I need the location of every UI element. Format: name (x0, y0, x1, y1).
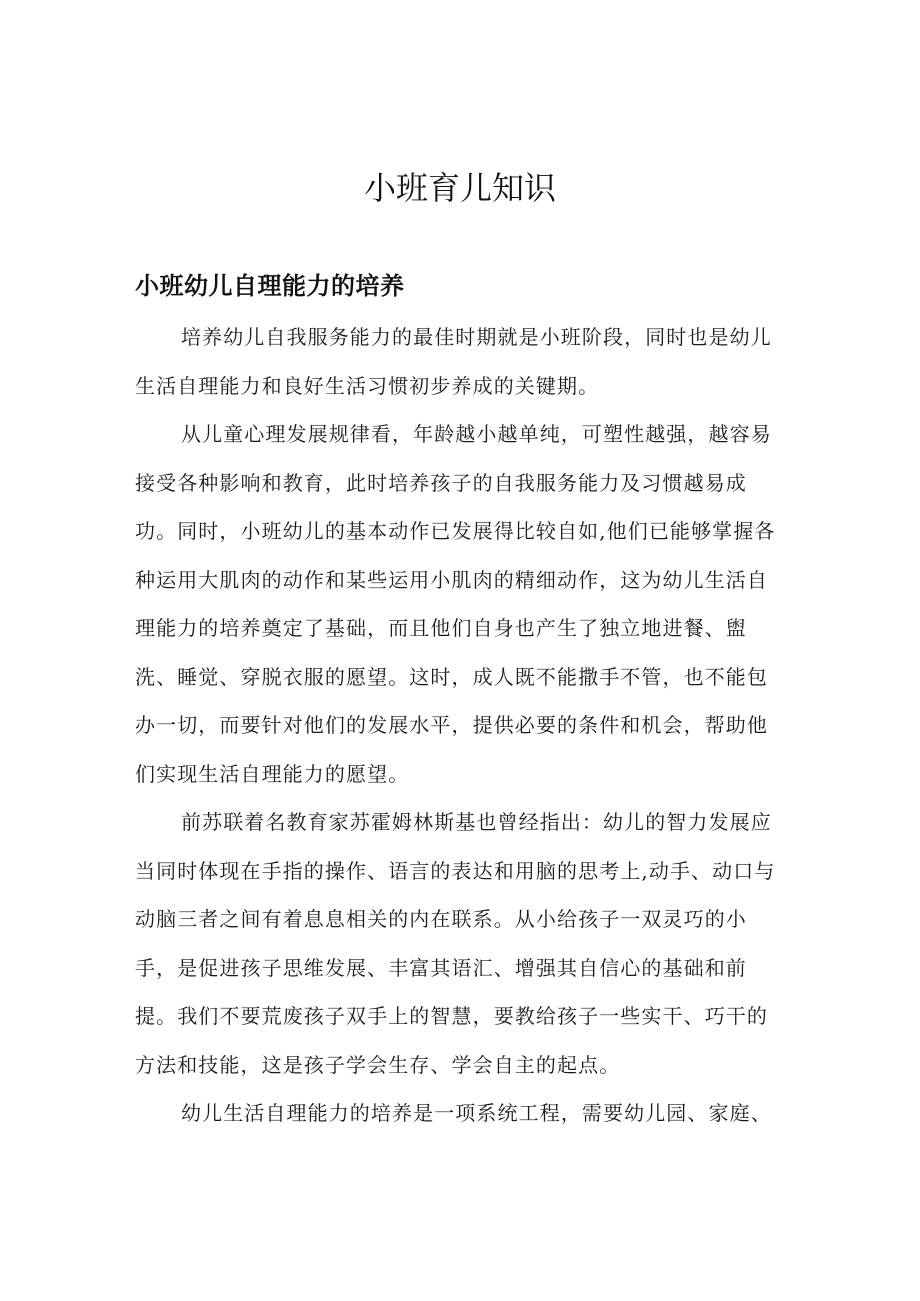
paragraph-line: 当同时体现在手指的操作、语言的表达和用脑的思考上,动手、动口与 (135, 858, 776, 883)
paragraph-line: 理能力的培养奠定了基础，而且他们自身也产生了独立地进餐、盥 (135, 616, 747, 640)
document-title: 小班育儿知识 (363, 169, 556, 207)
paragraph-line: 幼儿生活自理能力的培养是一项系统工程，需要幼儿园、家庭、 (181, 1101, 772, 1125)
paragraph-line: 方法和技能，这是孩子学会生存、学会自主的起点。 (135, 1052, 621, 1077)
paragraph-line: 洗、睡觉、穿脱衣服的愿望。这时，成人既不能撒手不管，也不能包 (135, 664, 768, 689)
body-text (135, 319, 790, 1144)
paragraph-line: 生活自理能力和良好生活习惯初步养成的关键期。 (135, 373, 600, 398)
paragraph-line: 前苏联着名教育家苏霍姆林斯基也曾经指出：幼儿的智力发展应 (181, 810, 772, 834)
paragraph-line: 手，是促进孩子思维发展、丰富其语汇、增强其自信心的基础和前 (135, 955, 747, 980)
paragraph-line: 们实现生活自理能力的愿望。 (135, 761, 410, 786)
paragraph-line: 从儿童心理发展规律看，年龄越小越单纯，可塑性越强，越容易 (181, 422, 772, 446)
paragraph-line: 动脑三者之间有着息息相关的内在联系。从小给孩子一双灵巧的小 (135, 907, 747, 931)
paragraph-line: 培养幼儿自我服务能力的最佳时期就是小班阶段，同时也是幼儿 (181, 325, 772, 349)
paragraph-line: 功。同时，小班幼儿的基本动作已发展得比较自如,他们已能够掌握各 (135, 519, 776, 543)
paragraph-line: 办一切，而要针对他们的发展水平，提供必要的条件和机会，帮助他 (135, 713, 768, 737)
paragraph-line: 提。我们不要荒废孩子双手上的智慧，要教给孩子一些实干、巧干的 (135, 1004, 768, 1028)
paragraph-line: 种运用大肌肉的动作和某些运用小肌肉的精细动作，这为幼儿生活自 (135, 567, 768, 592)
paragraph-line: 接受各种影响和教育，此时培养孩子的自我服务能力及习惯越易成 (135, 470, 747, 495)
section-heading: 小班幼儿自理能力的培养 (135, 272, 405, 300)
